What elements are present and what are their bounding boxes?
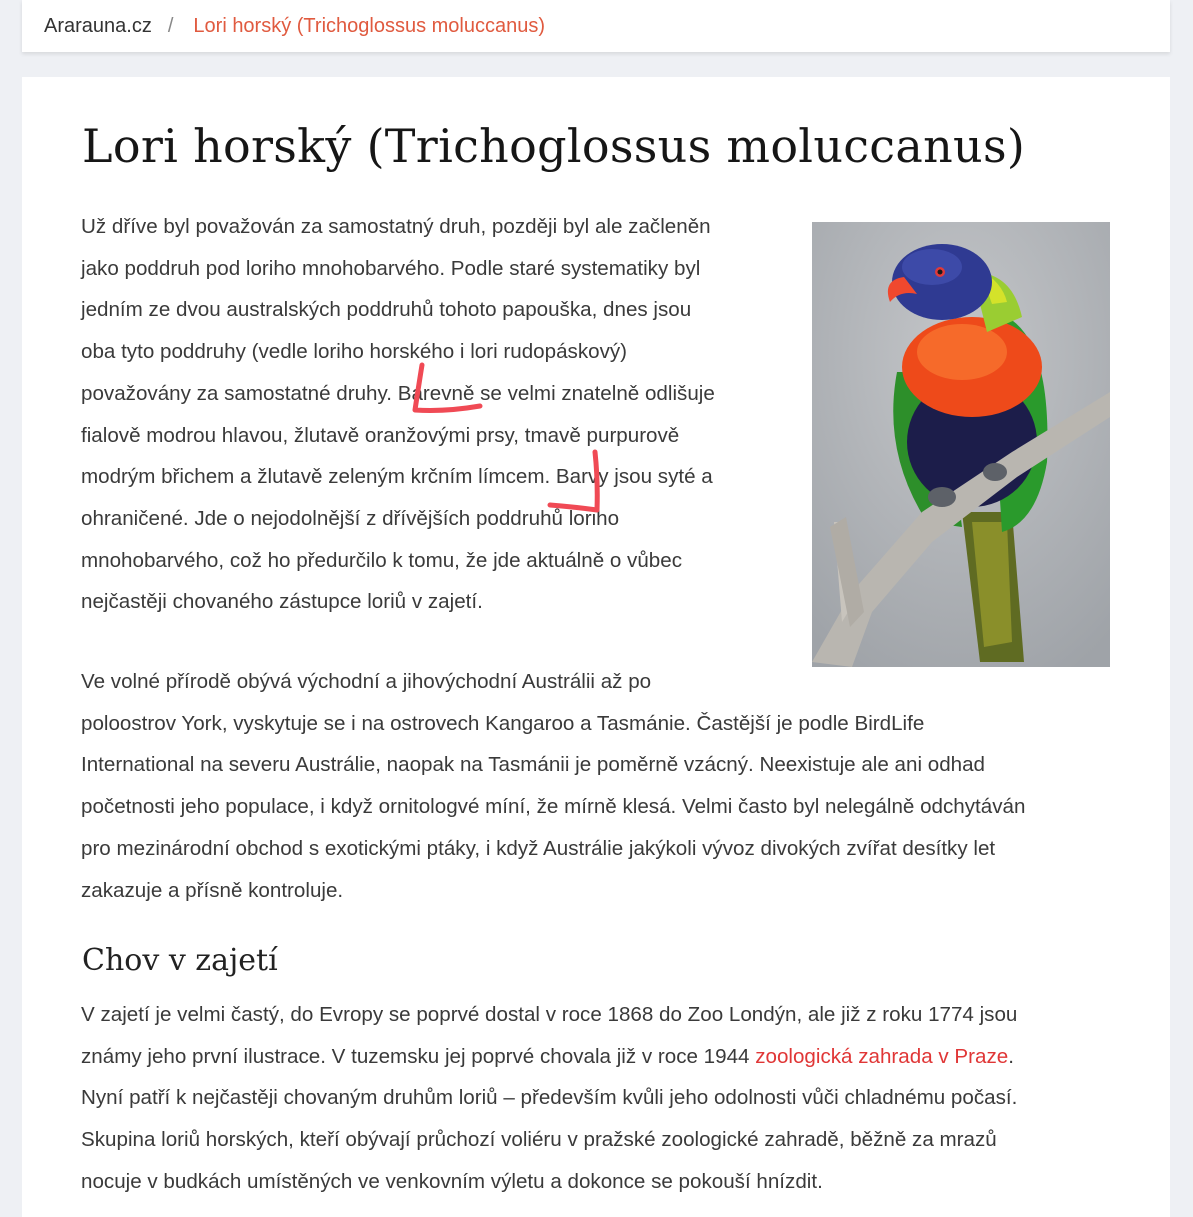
intro-paragraph [81,206,781,623]
text-line: nocuje v budkách umístěných ve venkovním výletu a dokonce se pokouší hnízdit. [81,1169,823,1193]
section-heading: Chov v zajetí [82,943,278,978]
text-line: mnohobarvého, což ho předurčilo k tomu, že jde aktuálně o vůbec [81,548,683,572]
text-line: ohraničené. Jde o nejodolnější z dřívějších poddruhů loriho [81,506,620,530]
text-span: známy jeho první ilustrace. V tuzemsku jej poprvé chovala již v roce 1944 [81,1044,756,1068]
text-span: . [1008,1044,1014,1068]
text-line: zakazuje a přísně kontroluje. [81,878,344,902]
captivity-paragraph [81,994,1121,1203]
text-line: Nyní patří k nejčastěji chovaným druhům loriů – především kvůli jeho odolnosti vůči chladnému počasí. [81,1086,1018,1110]
text-line: pro mezinárodní obchod s exotickými ptáky, i když Austrálie jakýkoli vývoz divokých zvířat desítky let [81,836,996,860]
breadcrumb [22,0,1170,52]
text-line: Skupina loriů horských, kteří obývají průchozí voliéru v pražské zoologické zahradě, běžně za mrazů [81,1128,997,1152]
text-line: nejčastěji chovaného zástupce loriů v zajetí. [81,590,483,614]
text-line: jedním ze dvou australských poddruhů tohoto papouška, dnes jsou [81,298,692,322]
text-line: V zajetí je velmi častý, do Evropy se poprvé dostal v roce 1868 do Zoo Londýn, ale již z roku 1774 jsou [81,1003,1018,1026]
text-line: oba tyto poddruhy (vedle loriho horského i lori rudopáskový) [81,340,628,364]
text-line: považovány za samostatné druhy. Barevně se velmi znatelně odlišuje [81,381,715,405]
page-title: Lori horský (Trichoglossus moluccanus) [82,119,1026,173]
text-line: Ve volné přírodě obývá východní a jihovýchodní Austrálii až po [81,670,652,693]
breadcrumb-separator: / [167,14,174,37]
article-panel [22,77,1170,1217]
prague-zoo-link[interactable]: zoologická zahrada v Praze [755,1044,1009,1068]
text-line: poloostrov York, vyskytuje se i na ostrovech Kangaroo a Tasmánie. Častější je podle BirdLife [81,711,925,735]
text-line: fialově modrou hlavou, žlutavě oranžovými prsy, tmavě purpurově [81,423,680,447]
habitat-paragraph [81,661,1121,911]
text-line: Už dříve byl považován za samostatný druh, později byl ale začleněn [81,215,711,238]
text-line [81,1036,1121,1078]
text-line: jako poddruh pod loriho mnohobarvého. Podle staré systematiky byl [81,256,701,280]
text-line: modrým břichem a žlutavě zeleným krčním límcem. Barvy jsou syté a [81,465,713,489]
breadcrumb-current: Lori horský (Trichoglossus moluccanus) [193,14,546,37]
text-line: početnosti jeho populace, i když ornitologvé míní, že mírně klesá. Velmi často byl nelegálně odchytáván [81,795,1026,819]
parrot-photo [812,222,1110,667]
breadcrumb-home-link[interactable]: Ararauna.cz [44,14,152,37]
lorikeet-image [812,222,1110,667]
text-line: International na severu Austrálie, naopak na Tasmánii je poměrně vzácný. Neexistuje ale ani odhad [81,753,986,777]
